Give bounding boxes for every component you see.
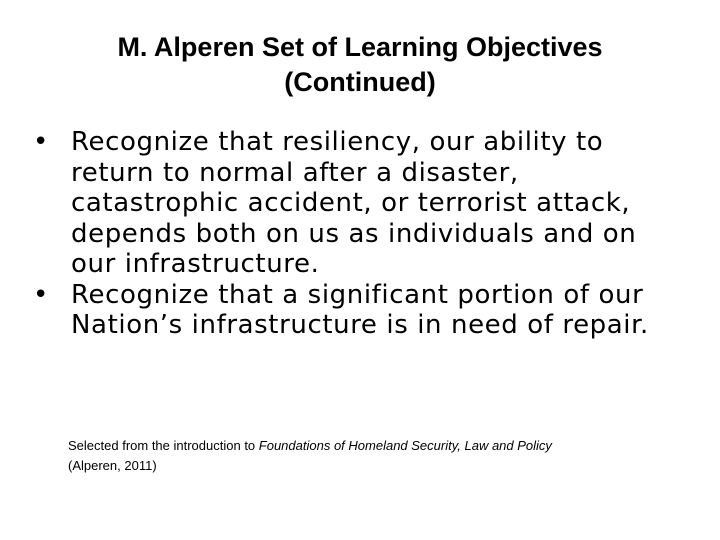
bullet-item [30, 127, 690, 280]
bullet-text: Recognize that resiliency, our ability to return to normal after a disaster, catastrophic accident, or terrorist attack, depends both on us as individuals and on our infrastructure. [71, 127, 637, 279]
slide-title [40, 30, 680, 99]
source-citation: (Alperen, 2011) [68, 458, 157, 473]
bullet-icon: • [33, 279, 49, 310]
source-note [68, 436, 688, 476]
source-book-title: Foundations of Homeland Security, Law and Policy [258, 438, 552, 453]
source-prefix: Selected from the introduction to [68, 438, 259, 453]
bullet-icon: • [33, 127, 49, 157]
slide-title-line-1: M. Alperen Set of Learning Objectives [117, 32, 603, 62]
bullet-item [30, 280, 690, 341]
bullet-list [30, 127, 690, 341]
slide-title-line-2: (Continued) [284, 66, 436, 97]
bullet-text: Recognize that a significant portion of our Nation’s infrastructure is in need of repair. [71, 279, 649, 340]
